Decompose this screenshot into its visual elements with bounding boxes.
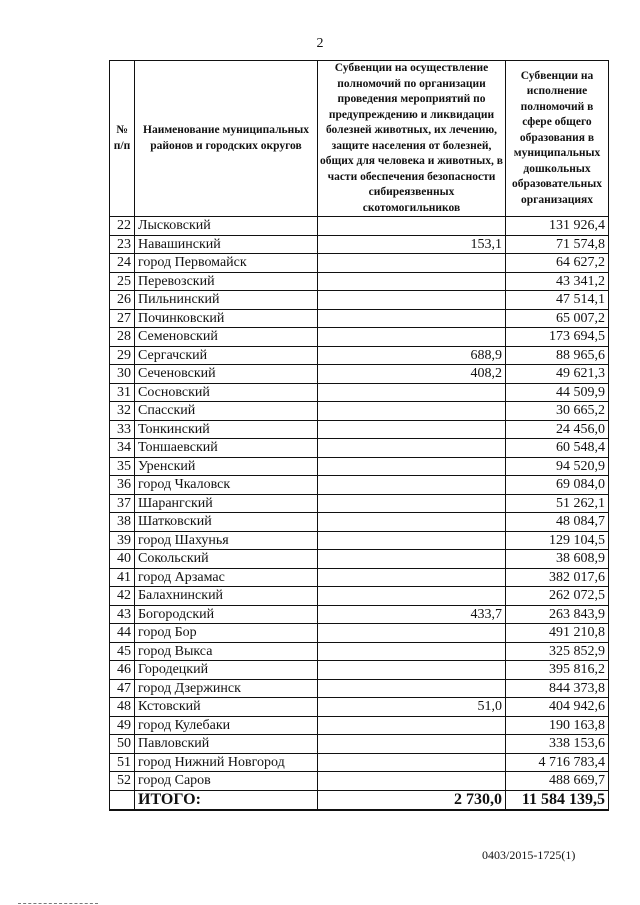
row-number: 27 <box>110 309 135 328</box>
row-municipality-name: город Выкса <box>135 642 318 661</box>
row-subvention-education: 488 669,7 <box>506 772 609 791</box>
row-number: 35 <box>110 457 135 476</box>
row-subvention-education: 338 153,6 <box>506 735 609 754</box>
row-number: 37 <box>110 494 135 513</box>
row-subvention-education: 404 942,6 <box>506 698 609 717</box>
row-subvention-animals <box>318 642 506 661</box>
row-municipality-name: Кстовский <box>135 698 318 717</box>
row-subvention-education: 382 017,6 <box>506 568 609 587</box>
row-municipality-name: Починковский <box>135 309 318 328</box>
row-number: 34 <box>110 439 135 458</box>
row-subvention-education: 131 926,4 <box>506 217 609 236</box>
row-subvention-education: 47 514,1 <box>506 291 609 310</box>
row-subvention-education: 71 574,8 <box>506 235 609 254</box>
scan-edge-line <box>18 903 98 904</box>
row-number: 25 <box>110 272 135 291</box>
row-subvention-education: 24 456,0 <box>506 420 609 439</box>
table-row <box>110 568 609 587</box>
row-subvention-animals: 433,7 <box>318 605 506 624</box>
row-number: 28 <box>110 328 135 347</box>
table-row <box>110 457 609 476</box>
row-subvention-education: 64 627,2 <box>506 254 609 273</box>
row-number: 26 <box>110 291 135 310</box>
row-municipality-name: Спасский <box>135 402 318 421</box>
row-number: 50 <box>110 735 135 754</box>
table-row <box>110 716 609 735</box>
page-number: 2 <box>316 36 324 51</box>
row-number: 32 <box>110 402 135 421</box>
table-row <box>110 365 609 384</box>
row-subvention-animals: 153,1 <box>318 235 506 254</box>
row-subvention-animals <box>318 531 506 550</box>
row-subvention-education: 88 965,6 <box>506 346 609 365</box>
total-row <box>110 790 609 810</box>
table-header-row <box>110 61 609 217</box>
table-row <box>110 383 609 402</box>
row-subvention-education: 395 816,2 <box>506 661 609 680</box>
row-subvention-education: 263 843,9 <box>506 605 609 624</box>
row-municipality-name: Перевозский <box>135 272 318 291</box>
header-subvention-animals: Субвенции на осуществление полномочий по организации проведения мероприятий по предупреждению и ликвидации болезней животных, их лечению, защите населения от болезней, общих для человека и животных, в части обеспечения безопасности сибиреязвенных скотомогильников <box>318 61 506 217</box>
total-subvention-education: 11 584 139,5 <box>506 790 609 810</box>
row-municipality-name: Богородский <box>135 605 318 624</box>
row-subvention-animals <box>318 420 506 439</box>
row-number: 52 <box>110 772 135 791</box>
row-number: 49 <box>110 716 135 735</box>
row-subvention-education: 60 548,4 <box>506 439 609 458</box>
row-subvention-animals <box>318 568 506 587</box>
row-number: 29 <box>110 346 135 365</box>
total-label: ИТОГО: <box>135 790 318 810</box>
row-subvention-education: 491 210,8 <box>506 624 609 643</box>
row-number: 39 <box>110 531 135 550</box>
table-row <box>110 513 609 532</box>
row-subvention-animals <box>318 513 506 532</box>
row-number: 30 <box>110 365 135 384</box>
table-row <box>110 661 609 680</box>
table-row <box>110 531 609 550</box>
row-subvention-animals: 688,9 <box>318 346 506 365</box>
row-subvention-education: 65 007,2 <box>506 309 609 328</box>
table-row <box>110 735 609 754</box>
row-subvention-education: 49 621,3 <box>506 365 609 384</box>
row-number: 46 <box>110 661 135 680</box>
table-row <box>110 624 609 643</box>
row-subvention-animals <box>318 457 506 476</box>
table-row <box>110 476 609 495</box>
total-num-cell <box>110 790 135 810</box>
row-municipality-name: Сергачский <box>135 346 318 365</box>
row-number: 22 <box>110 217 135 236</box>
row-number: 23 <box>110 235 135 254</box>
row-subvention-education: 48 084,7 <box>506 513 609 532</box>
row-subvention-education: 51 262,1 <box>506 494 609 513</box>
document-code: 0403/2015-1725(1) <box>482 848 576 862</box>
row-subvention-education: 43 341,2 <box>506 272 609 291</box>
table-row <box>110 402 609 421</box>
row-municipality-name: город Кулебаки <box>135 716 318 735</box>
row-number: 51 <box>110 753 135 772</box>
row-subvention-animals <box>318 494 506 513</box>
row-municipality-name: Семеновский <box>135 328 318 347</box>
row-subvention-animals <box>318 254 506 273</box>
row-subvention-animals <box>318 550 506 569</box>
subvention-table <box>109 60 609 811</box>
table-row <box>110 494 609 513</box>
row-number: 38 <box>110 513 135 532</box>
table-row <box>110 439 609 458</box>
row-number: 40 <box>110 550 135 569</box>
row-subvention-animals: 51,0 <box>318 698 506 717</box>
row-number: 41 <box>110 568 135 587</box>
table-row <box>110 420 609 439</box>
row-municipality-name: Павловский <box>135 735 318 754</box>
table-row <box>110 642 609 661</box>
row-municipality-name: Сеченовский <box>135 365 318 384</box>
row-subvention-education: 38 608,9 <box>506 550 609 569</box>
row-subvention-animals <box>318 439 506 458</box>
row-municipality-name: Шатковский <box>135 513 318 532</box>
row-subvention-animals: 408,2 <box>318 365 506 384</box>
row-number: 42 <box>110 587 135 606</box>
row-municipality-name: Балахнинский <box>135 587 318 606</box>
row-municipality-name: Сосновский <box>135 383 318 402</box>
row-subvention-education: 69 084,0 <box>506 476 609 495</box>
row-municipality-name: город Бор <box>135 624 318 643</box>
row-municipality-name: город Дзержинск <box>135 679 318 698</box>
row-subvention-education: 173 694,5 <box>506 328 609 347</box>
row-municipality-name: Шарангский <box>135 494 318 513</box>
row-subvention-animals <box>318 587 506 606</box>
row-subvention-animals <box>318 735 506 754</box>
row-municipality-name: Тонкинский <box>135 420 318 439</box>
table-row <box>110 291 609 310</box>
row-municipality-name: Пильнинский <box>135 291 318 310</box>
row-municipality-name: Лысковский <box>135 217 318 236</box>
row-subvention-education: 4 716 783,4 <box>506 753 609 772</box>
row-subvention-animals <box>318 772 506 791</box>
table-row <box>110 550 609 569</box>
row-municipality-name: город Шахунья <box>135 531 318 550</box>
row-subvention-education: 325 852,9 <box>506 642 609 661</box>
table-row <box>110 698 609 717</box>
row-municipality-name: Уренский <box>135 457 318 476</box>
table-row <box>110 753 609 772</box>
row-municipality-name: Навашинский <box>135 235 318 254</box>
row-subvention-education: 129 104,5 <box>506 531 609 550</box>
row-number: 47 <box>110 679 135 698</box>
row-number: 43 <box>110 605 135 624</box>
total-subvention-animals: 2 730,0 <box>318 790 506 810</box>
header-subvention-education: Субвенции на исполнение полномочий в сфере общего образования в муниципальных дошкольных образовательных организациях <box>506 61 609 217</box>
row-municipality-name: город Нижний Новгород <box>135 753 318 772</box>
row-subvention-animals <box>318 476 506 495</box>
table-body <box>110 217 609 791</box>
row-municipality-name: Тоншаевский <box>135 439 318 458</box>
header-name: Наименование муниципальных районов и городских округов <box>135 61 318 217</box>
row-number: 36 <box>110 476 135 495</box>
row-subvention-animals <box>318 716 506 735</box>
row-number: 48 <box>110 698 135 717</box>
table-row <box>110 272 609 291</box>
row-subvention-education: 44 509,9 <box>506 383 609 402</box>
table-row <box>110 772 609 791</box>
row-number: 31 <box>110 383 135 402</box>
table-row <box>110 254 609 273</box>
table-row <box>110 309 609 328</box>
row-subvention-animals <box>318 291 506 310</box>
row-subvention-education: 844 373,8 <box>506 679 609 698</box>
row-municipality-name: город Саров <box>135 772 318 791</box>
row-municipality-name: город Арзамас <box>135 568 318 587</box>
row-subvention-animals <box>318 661 506 680</box>
row-number: 33 <box>110 420 135 439</box>
table-row <box>110 328 609 347</box>
row-subvention-animals <box>318 217 506 236</box>
row-subvention-education: 94 520,9 <box>506 457 609 476</box>
table-row <box>110 235 609 254</box>
row-subvention-education: 30 665,2 <box>506 402 609 421</box>
row-municipality-name: город Первомайск <box>135 254 318 273</box>
row-municipality-name: город Чкаловск <box>135 476 318 495</box>
row-number: 24 <box>110 254 135 273</box>
row-subvention-animals <box>318 383 506 402</box>
row-number: 44 <box>110 624 135 643</box>
table-row <box>110 587 609 606</box>
row-municipality-name: Городецкий <box>135 661 318 680</box>
row-subvention-animals <box>318 624 506 643</box>
row-subvention-animals <box>318 272 506 291</box>
row-subvention-education: 190 163,8 <box>506 716 609 735</box>
row-subvention-animals <box>318 402 506 421</box>
row-municipality-name: Сокольский <box>135 550 318 569</box>
header-num: № п/п <box>110 61 135 217</box>
row-subvention-animals <box>318 753 506 772</box>
row-subvention-animals <box>318 328 506 347</box>
table-row <box>110 217 609 236</box>
row-subvention-animals <box>318 309 506 328</box>
table-row <box>110 679 609 698</box>
table-row <box>110 605 609 624</box>
row-subvention-animals <box>318 679 506 698</box>
row-subvention-education: 262 072,5 <box>506 587 609 606</box>
row-number: 45 <box>110 642 135 661</box>
table-row <box>110 346 609 365</box>
